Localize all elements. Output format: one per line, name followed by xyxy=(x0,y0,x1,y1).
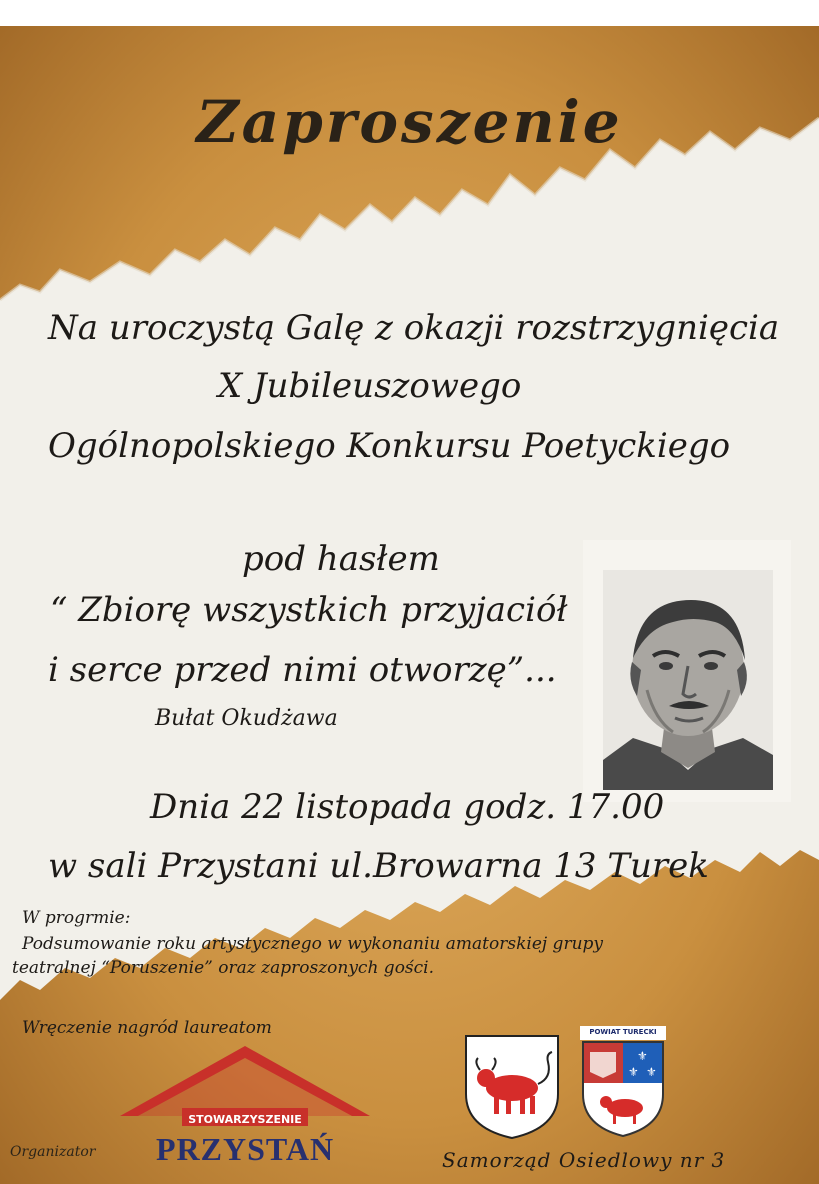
quote-line-1: “ Zbiorę wszystkich przyjaciół xyxy=(50,590,568,630)
program-heading: W progrmie: xyxy=(22,908,131,928)
powiat-label: POWIAT TURECKI xyxy=(589,1028,657,1036)
quote-author: Bułat Okudżawa xyxy=(155,706,338,731)
invitation-line-3: Ogólnopolskiego Konkursu Poetyckiego xyxy=(48,426,731,466)
svg-text:⚜: ⚜ xyxy=(637,1049,648,1063)
powiat-crest-icon xyxy=(580,1026,666,1138)
council-name: Samorząd Osiedlowy nr 3 xyxy=(442,1148,726,1172)
invitation-line-2: X Jubileuszowego xyxy=(218,366,522,406)
organizer-label: Organizator xyxy=(10,1144,96,1160)
svg-text:⚜: ⚜ xyxy=(646,1065,657,1079)
portrait-icon xyxy=(603,570,773,790)
invitation-line-1: Na uroczystą Galę z okazji rozstrzygnięcia xyxy=(48,308,780,348)
motto-intro: pod hasłem xyxy=(242,539,440,579)
portrait-photo xyxy=(583,540,791,802)
bull-crest-icon xyxy=(462,1032,562,1140)
svg-text:⚜: ⚜ xyxy=(628,1065,639,1079)
association-name: PRZYSTAŃ xyxy=(155,1131,335,1167)
poster-title: Zaproszenie xyxy=(196,88,623,156)
program-line-1: Podsumowanie roku artystycznego w wykonaniu amatorskiej grupy xyxy=(22,934,604,954)
quote-line-2: i serce przed nimi otworzę”... xyxy=(48,650,557,690)
event-venue: w sali Przystani ul.Browarna 13 Turek xyxy=(48,846,709,886)
association-small-label: STOWARZYSZENIE xyxy=(188,1113,302,1126)
awards-text: Wręczenie nagród laureatom xyxy=(22,1018,272,1038)
event-date: Dnia 22 listopada godz. 17.00 xyxy=(150,787,665,827)
program-line-2: teatralnej “Poruszenie” oraz zaproszonych gości. xyxy=(12,958,435,978)
